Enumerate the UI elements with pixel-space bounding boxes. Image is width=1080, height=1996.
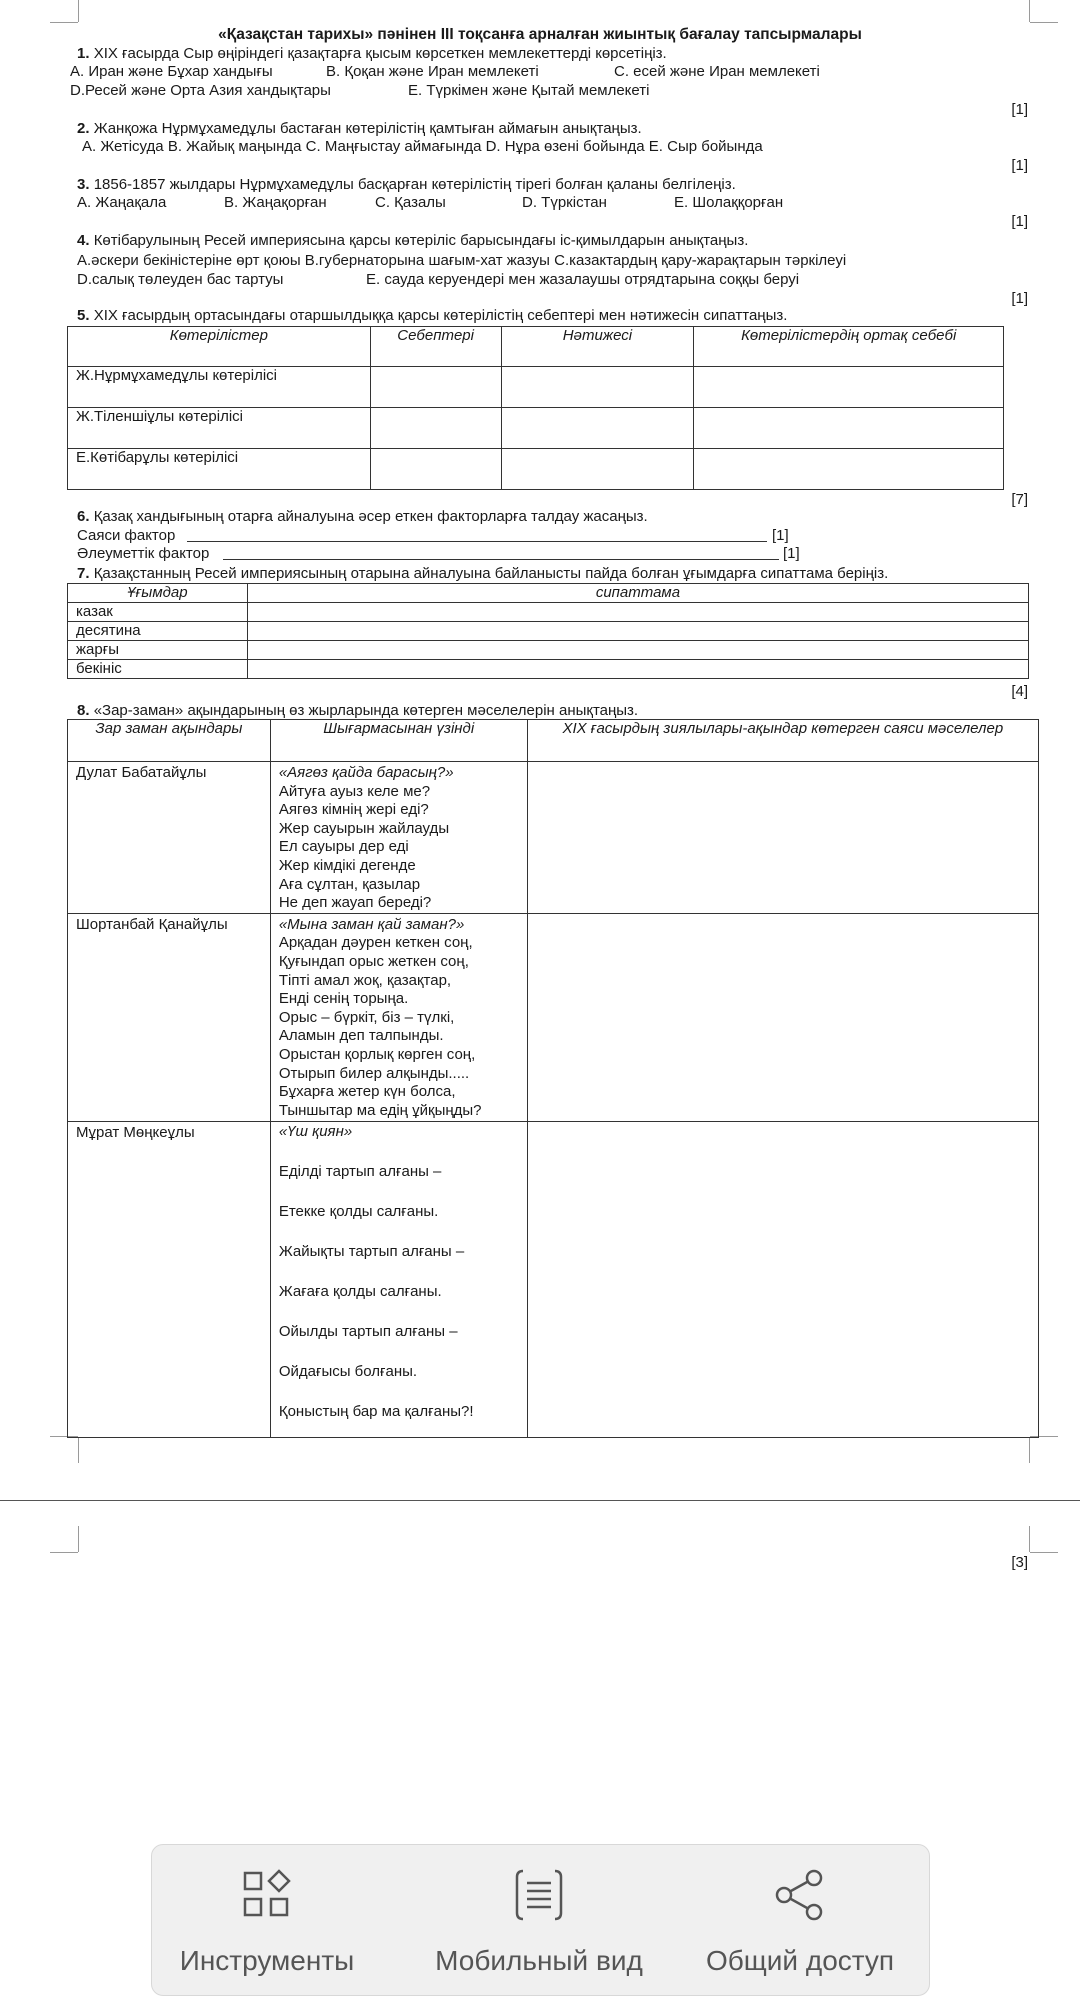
poem-line: Ел сауыры дер еді bbox=[278, 838, 409, 856]
social-factor-label: Әлеуметтік фактор bbox=[77, 545, 210, 562]
poem-title: «Үш қиян» bbox=[278, 1122, 353, 1140]
poem-line: Орыстан қорлық көрген соң, bbox=[278, 1045, 476, 1063]
concept-term: жарғы bbox=[68, 641, 248, 660]
share-label: Общий доступ bbox=[705, 1945, 895, 1976]
question-4 bbox=[77, 232, 748, 250]
table-row bbox=[68, 660, 1029, 679]
question-number: 3. bbox=[77, 176, 90, 193]
poem-line: Арқадан дәурен кеткен соң, bbox=[278, 934, 473, 952]
answer-cell[interactable] bbox=[370, 449, 501, 490]
poem-line: Қоныстың бар ма қалғаны?! bbox=[278, 1402, 474, 1420]
poet-name: Дулат Бабатайұлы bbox=[68, 762, 271, 914]
share-icon bbox=[770, 1867, 830, 1923]
question-4-options-line: А.әскери бекіністеріне өрт қоюы В.губернаторына шағым-хат жазуы С.казактардың қару-жарақтарын тәркілеуі bbox=[77, 252, 847, 269]
option-e: Е. Шолаққорған bbox=[674, 194, 784, 211]
answer-cell[interactable] bbox=[247, 641, 1028, 660]
option-a: А. Иран және Бұхар хандығы bbox=[70, 63, 273, 80]
crop-mark bbox=[50, 22, 78, 23]
score-mark: [4] bbox=[1011, 683, 1028, 700]
column-header: Көтерілістер bbox=[68, 327, 371, 367]
table-row bbox=[68, 603, 1029, 622]
poem-line: Орыс – бүркіт, біз – түлкі, bbox=[278, 1008, 455, 1026]
question-8 bbox=[77, 702, 638, 720]
column-header: Көтерілістердің ортақ себебі bbox=[694, 327, 1004, 367]
question-number: 5. bbox=[77, 307, 90, 324]
column-header: Шығармасынан үзінді bbox=[270, 720, 527, 762]
option-d: D.Ресей және Орта Азия хандықтары bbox=[70, 82, 331, 99]
question-2-options: А. Жетісуда В. Жайық маңында С. Маңғыстау аймағында D. Нұра өзені бойында Е. Сыр бойында bbox=[82, 138, 763, 155]
option-c: С. Қазалы bbox=[375, 194, 446, 211]
score-mark: [1] bbox=[1011, 290, 1028, 307]
score-mark: [1] bbox=[772, 527, 789, 544]
question-number: 7. bbox=[77, 565, 90, 582]
score-mark: [1] bbox=[1011, 213, 1028, 230]
answer-cell[interactable] bbox=[247, 660, 1028, 679]
answer-cell[interactable] bbox=[370, 408, 501, 449]
crop-mark bbox=[50, 1552, 78, 1553]
poem-line: Ойылды тартып алғаны – bbox=[278, 1322, 458, 1340]
table-row bbox=[68, 913, 1039, 1121]
answer-cell[interactable] bbox=[694, 367, 1004, 408]
question-6 bbox=[77, 508, 648, 526]
question-text: Қазақстанның Ресей империясының отарына айналуына байланысты пайда болған ұғымдарға сипаттама беріңіз. bbox=[93, 565, 889, 582]
answer-cell[interactable] bbox=[694, 408, 1004, 449]
poem-line: Тіпті амал жоқ, қазақтар, bbox=[278, 971, 452, 989]
poem-line: Тыншытар ма едің ұйқыңды? bbox=[278, 1101, 482, 1119]
question-text: XIX ғасырдың ортасындағы отаршылдыққа қарсы көтерілістің себептері мен нәтижесін сипаттаңыз. bbox=[93, 307, 788, 324]
row-label: Е.Көтібарұлы көтерілісі bbox=[68, 449, 371, 490]
crop-mark bbox=[78, 0, 79, 22]
poem-line: Етекке қолды салғаны. bbox=[278, 1202, 439, 1220]
answer-cell[interactable] bbox=[694, 449, 1004, 490]
score-mark: [1] bbox=[1011, 101, 1028, 118]
table-row bbox=[68, 449, 1004, 490]
option-c: С. есей және Иран мемлекеті bbox=[614, 63, 820, 80]
crop-mark bbox=[1030, 22, 1058, 23]
question-text: Көтібарулының Ресей империясына қарсы көтеріліс барысындағы іс-қимылдарын анықтаңыз. bbox=[93, 232, 749, 249]
social-factor-input[interactable] bbox=[223, 559, 779, 560]
option-b: В. Жаңақорған bbox=[224, 194, 327, 211]
page-separator bbox=[0, 1500, 1080, 1501]
answer-cell[interactable] bbox=[501, 449, 694, 490]
mobile-view-label: Мобильный вид bbox=[435, 1945, 643, 1976]
table-row bbox=[68, 622, 1029, 641]
column-header: XIX ғасырдың зиялылары-ақындар көтерген саяси мәселелер bbox=[527, 720, 1038, 762]
option-e: Е. сауда керуендері мен жазалаушы отрядтарына соққы беруі bbox=[366, 271, 800, 288]
option-d: D.салық төлеуден бас тартуы bbox=[77, 271, 284, 288]
poet-name: Мұрат Мөңкеұлы bbox=[68, 1121, 271, 1437]
row-label: Ж.Нұрмұхамедұлы көтерілісі bbox=[68, 367, 371, 408]
poem-title: «Мына заман қай заман?» bbox=[278, 915, 465, 933]
option-d: D. Түркістан bbox=[522, 194, 607, 211]
answer-cell[interactable] bbox=[370, 367, 501, 408]
question-number: 2. bbox=[77, 120, 90, 137]
question-1 bbox=[77, 45, 667, 63]
table-row bbox=[68, 762, 1039, 914]
table-row bbox=[68, 408, 1004, 449]
column-header: сипаттама bbox=[247, 584, 1028, 603]
question-number: 8. bbox=[77, 702, 90, 719]
poem-excerpt bbox=[270, 1121, 527, 1437]
question-text: 1856-1857 жылдары Нұрмұхамедұлы басқарған көтерілістің тірегі болған қаланы белгілеңіз. bbox=[93, 176, 736, 193]
table-row bbox=[68, 367, 1004, 408]
poem-line: Жайықты тартып алғаны – bbox=[278, 1242, 465, 1260]
answer-cell[interactable] bbox=[527, 1121, 1038, 1437]
question-2 bbox=[77, 120, 642, 138]
question-3 bbox=[77, 176, 736, 194]
option-e: Е. Түркімен және Қытай мемлекеті bbox=[408, 82, 650, 99]
concepts-table bbox=[67, 583, 1029, 679]
poem-line: Аягөз кімнің жері еді? bbox=[278, 801, 429, 819]
poem-line: Айтуға ауыз келе ме? bbox=[278, 782, 431, 800]
tools-label: Инструменты bbox=[179, 1945, 355, 1976]
answer-cell[interactable] bbox=[527, 762, 1038, 914]
score-mark: [7] bbox=[1011, 491, 1028, 508]
answer-cell[interactable] bbox=[501, 367, 694, 408]
poets-table bbox=[67, 719, 1039, 1438]
score-mark: [1] bbox=[1011, 157, 1028, 174]
tools-icon bbox=[237, 1867, 297, 1923]
poem-line: Қуғындап орыс жеткен соң, bbox=[278, 952, 469, 970]
poet-name: Шортанбай Қанайұлы bbox=[68, 913, 271, 1121]
concept-term: десятина bbox=[68, 622, 248, 641]
crop-mark bbox=[1029, 1526, 1030, 1552]
crop-mark bbox=[1029, 1437, 1030, 1463]
question-text: XIX ғасырда Сыр өңіріндегі қазақтарға қысым көрсеткен мемлекеттерді көрсетіңіз. bbox=[93, 45, 667, 62]
mobile-view-icon bbox=[509, 1867, 569, 1923]
crop-mark bbox=[78, 1526, 79, 1552]
poem-line: Аламын деп талпынды. bbox=[278, 1027, 444, 1045]
poem-line: Отырып билер алқынды..... bbox=[278, 1064, 470, 1082]
poem-title: «Аягөз қайда барасың?» bbox=[278, 764, 454, 781]
poem-line: Аға сұлтан, қазылар bbox=[278, 875, 421, 893]
answer-cell[interactable] bbox=[527, 913, 1038, 1121]
poem-excerpt bbox=[270, 913, 527, 1121]
poem-line: Жер сауырын жайлауды bbox=[278, 819, 450, 837]
score-mark: [3] bbox=[1011, 1554, 1028, 1571]
crop-mark bbox=[78, 1437, 79, 1463]
question-7 bbox=[77, 565, 888, 583]
political-factor-label: Саяси фактор bbox=[77, 527, 176, 544]
row-label: Ж.Тіленшіұлы көтерілісі bbox=[68, 408, 371, 449]
crop-mark bbox=[1029, 0, 1030, 22]
table-row bbox=[68, 1121, 1039, 1437]
option-b: В. Қоқан және Иран мемлекеті bbox=[326, 63, 539, 80]
poem-line: Еділді тартып алғаны – bbox=[278, 1162, 442, 1180]
concept-term: казак bbox=[68, 603, 248, 622]
poem-line: Ойдағысы болғаны. bbox=[278, 1362, 418, 1380]
column-header: Зар заман ақындары bbox=[68, 720, 271, 762]
poem-line: Жағаға қолды салғаны. bbox=[278, 1282, 442, 1300]
column-header: Ұғымдар bbox=[68, 584, 248, 603]
answer-cell[interactable] bbox=[247, 603, 1028, 622]
bottom-toolbar bbox=[151, 1844, 930, 1996]
crop-mark bbox=[1030, 1552, 1058, 1553]
uprising-table bbox=[67, 326, 1004, 490]
concept-term: бекініс bbox=[68, 660, 248, 679]
political-factor-input[interactable] bbox=[187, 541, 767, 542]
answer-cell[interactable] bbox=[501, 408, 694, 449]
option-a: А. Жаңақала bbox=[77, 194, 167, 211]
answer-cell[interactable] bbox=[247, 622, 1028, 641]
poem-excerpt bbox=[270, 762, 527, 914]
score-mark: [1] bbox=[783, 545, 800, 562]
poem-line: Бұхарға жетер күн болса, bbox=[278, 1083, 456, 1101]
poem-line: Не деп жауап береді? bbox=[278, 894, 432, 912]
question-number: 4. bbox=[77, 232, 90, 249]
question-text: Жанқожа Нұрмұхамедұлы бастаған көтерілістің қамтыған аймағын анықтаңыз. bbox=[93, 120, 642, 137]
column-header: Себептері bbox=[370, 327, 501, 367]
question-5 bbox=[77, 307, 787, 325]
mobile-view-button[interactable] bbox=[424, 1845, 654, 1977]
table-row bbox=[68, 641, 1029, 660]
poem-line: Енді сенің торыңа. bbox=[278, 990, 409, 1008]
column-header: Нәтижесі bbox=[501, 327, 694, 367]
share-button[interactable] bbox=[685, 1845, 915, 1977]
question-number: 1. bbox=[77, 45, 90, 62]
tools-button[interactable] bbox=[152, 1845, 382, 1977]
poem-line: Жер кімдікі дегенде bbox=[278, 856, 416, 874]
question-number: 6. bbox=[77, 508, 90, 525]
question-text: Қазақ хандығының отарға айналуына әсер еткен факторларға талдау жасаңыз. bbox=[93, 508, 648, 525]
document-title: «Қазақстан тарихы» пәнінен ІІІ тоқсанға арналған жиынтық бағалау тапсырмалары bbox=[218, 26, 862, 43]
question-text: «Зар-заман» ақындарының өз жырларында көтерген мәселелерін анықтаңыз. bbox=[93, 702, 639, 719]
